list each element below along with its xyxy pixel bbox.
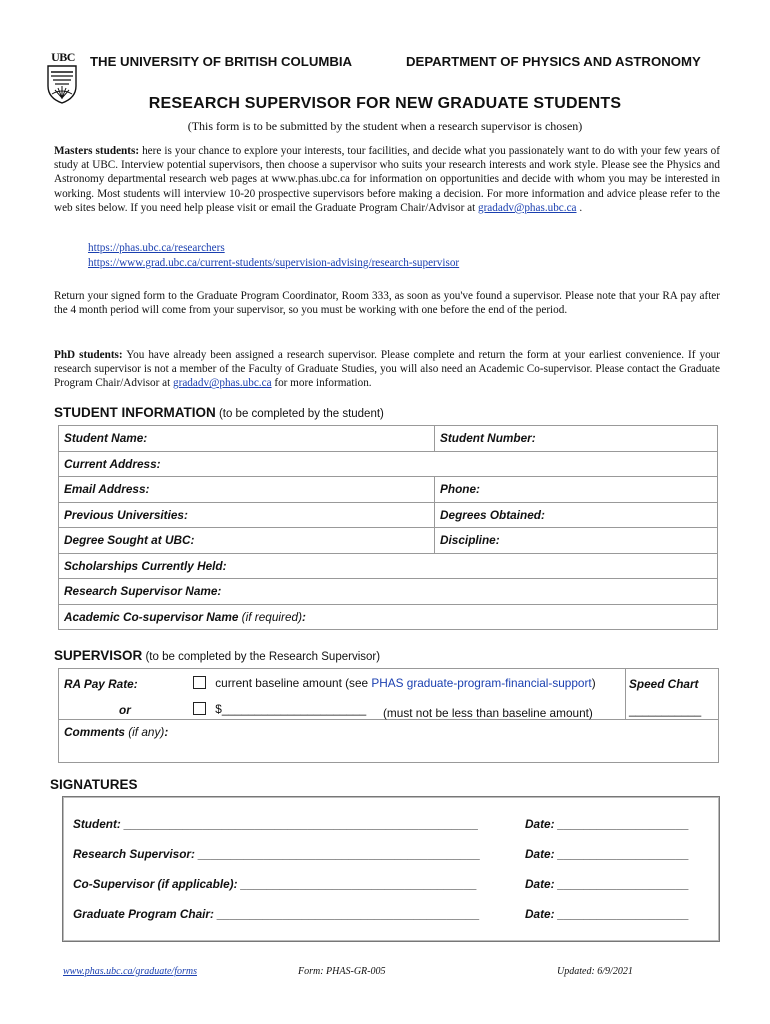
masters-paragraph <box>54 144 720 215</box>
grad-supervisor-link[interactable]: https://www.grad.ubc.ca/current-students/supervision-advising/research-supervisor <box>88 257 460 269</box>
researchers-link[interactable]: https://phas.ubc.ca/researchers <box>88 242 225 254</box>
supervisor-section-note: (to be completed by the Research Supervisor) <box>142 651 381 663</box>
min-baseline-note: (must not be less than baseline amount) <box>383 706 593 720</box>
page-title: RESEARCH SUPERVISOR FOR NEW GRADUATE STUDENTS <box>148 95 622 112</box>
speed-chart-field[interactable]: ___________ <box>629 703 702 717</box>
phd-end: for more information. <box>271 377 372 390</box>
student-date-field[interactable]: Date: ____________________ <box>525 817 689 831</box>
comments-field[interactable] <box>64 725 168 739</box>
masters-label: Masters students: <box>54 145 140 157</box>
university-name: THE UNIVERSITY OF BRITISH COLUMBIA <box>90 54 353 69</box>
masters-email-link[interactable]: gradadv@phas.ubc.ca <box>477 201 577 214</box>
degrees-obtained-field[interactable]: Degrees Obtained: <box>435 502 718 528</box>
cosupervisor-colon: : <box>302 609 306 624</box>
ra-pay-rate-label: RA Pay Rate: <box>64 677 138 691</box>
or-label: or <box>119 703 131 717</box>
phone-field[interactable]: Phone: <box>435 477 718 503</box>
comments-colon: : <box>164 725 169 739</box>
cosupervisor-signature-field[interactable]: Co-Supervisor (if applicable): ____________________________________ <box>73 877 477 891</box>
phd-email-link[interactable]: gradadv@phas.ubc.ca <box>173 377 272 390</box>
signatures-box <box>62 796 720 942</box>
phd-paragraph <box>54 348 720 391</box>
financial-support-link[interactable]: PHAS graduate-program-financial-support <box>371 676 592 690</box>
email-address-field[interactable]: Email Address: <box>59 477 435 503</box>
current-address-field[interactable]: Current Address: <box>59 451 718 477</box>
student-section-title <box>54 405 384 420</box>
department-name: DEPARTMENT OF PHYSICS AND ASTRONOMY <box>406 54 701 69</box>
custom-amount-option <box>193 702 366 716</box>
degree-sought-field[interactable]: Degree Sought at UBC: <box>59 528 435 554</box>
student-info-table <box>58 425 718 630</box>
student-signature-field[interactable]: Student: ______________________________________________________ <box>73 817 479 831</box>
previous-universities-field[interactable]: Previous Universities: <box>59 502 435 528</box>
grad-chair-signature-field[interactable]: Graduate Program Chair: ________________________________________ <box>73 907 480 921</box>
if-any-note: (if any) <box>124 725 165 739</box>
phd-label: PhD students: <box>54 349 123 361</box>
supervisor-box <box>58 668 719 763</box>
page-subtitle: (This form is to be submitted by the student when a research supervisor is chosen) <box>187 119 583 133</box>
forms-link[interactable]: www.phas.ubc.ca/graduate/forms <box>63 966 197 977</box>
speed-chart-label: Speed Chart <box>629 677 699 691</box>
supervisor-section-title <box>54 648 380 663</box>
if-required-note: (if required) <box>238 609 302 624</box>
research-supervisor-name-field[interactable]: Research Supervisor Name: <box>59 579 718 605</box>
scholarships-field[interactable]: Scholarships Currently Held: <box>59 553 718 579</box>
baseline-checkbox[interactable] <box>193 676 206 689</box>
baseline-option <box>193 676 596 690</box>
discipline-field[interactable]: Discipline: <box>435 528 718 554</box>
supervisor-date-field[interactable]: Date: ____________________ <box>525 847 689 861</box>
comments-label: Comments <box>64 725 125 739</box>
phd-text: You have already been assigned a research supervisor. Please complete and return the form at your earliest convenience. If your research supervisor is not a member of the Faculty of Graduate Studies, you will also need an Academic Co-supervisor. Please contact the Graduate Program Chair/Advisor at <box>54 349 720 390</box>
masters-end: . <box>576 201 583 214</box>
speed-chart-divider <box>625 669 626 719</box>
masters-text: here is your chance to explore your interests, tour facilities, and decide what you passionately want to do with your few years of study at UBC. Interview potential supervisors, then choose a supervisor who suits your research interests and work style. Please see the Physics and Astronomy departmental research web pages at www.phas.ubc.ca for information on opportunities and decide with whom you may be interested in working. Most students will interview 10-20 prospective supervisors before making a decision. For more information and advice please refer to the web sites below. If you need help please visit or email the Graduate Program Chair/Advisor at <box>54 145 720 214</box>
baseline-close: ) <box>591 676 596 690</box>
grad-chair-date-field[interactable]: Date: ____________________ <box>525 907 689 921</box>
signatures-title: SIGNATURES <box>50 777 138 792</box>
return-paragraph: Return your signed form to the Graduate Program Coordinator, Room 333, as soon as you've found a supervisor. Please note that your RA pay after the 4 month period will come from your supervisor, so you must be working with one before the end of the period. <box>54 290 720 317</box>
logo-text: UBC <box>51 50 75 64</box>
baseline-text: current baseline amount (see <box>215 676 372 690</box>
supervisor-section-heading: SUPERVISOR <box>54 648 143 663</box>
updated-date: Updated: 6/9/2021 <box>557 966 633 977</box>
custom-amount-field[interactable]: $______________________ <box>215 702 367 716</box>
cosupervisor-label: Academic Co-supervisor Name <box>64 609 239 624</box>
student-section-heading: STUDENT INFORMATION <box>54 405 216 420</box>
student-name-field[interactable]: Student Name: <box>59 426 435 452</box>
custom-amount-checkbox[interactable] <box>193 702 206 715</box>
supervisor-signature-field[interactable]: Research Supervisor: ___________________________________________ <box>73 847 481 861</box>
reference-links <box>88 241 459 271</box>
cosupervisor-name-field[interactable] <box>59 604 718 630</box>
student-number-field[interactable]: Student Number: <box>435 426 718 452</box>
student-section-note: (to be completed by the student) <box>215 408 384 420</box>
cosupervisor-date-field[interactable]: Date: ____________________ <box>525 877 689 891</box>
form-number: Form: PHAS-GR-005 <box>298 966 386 977</box>
